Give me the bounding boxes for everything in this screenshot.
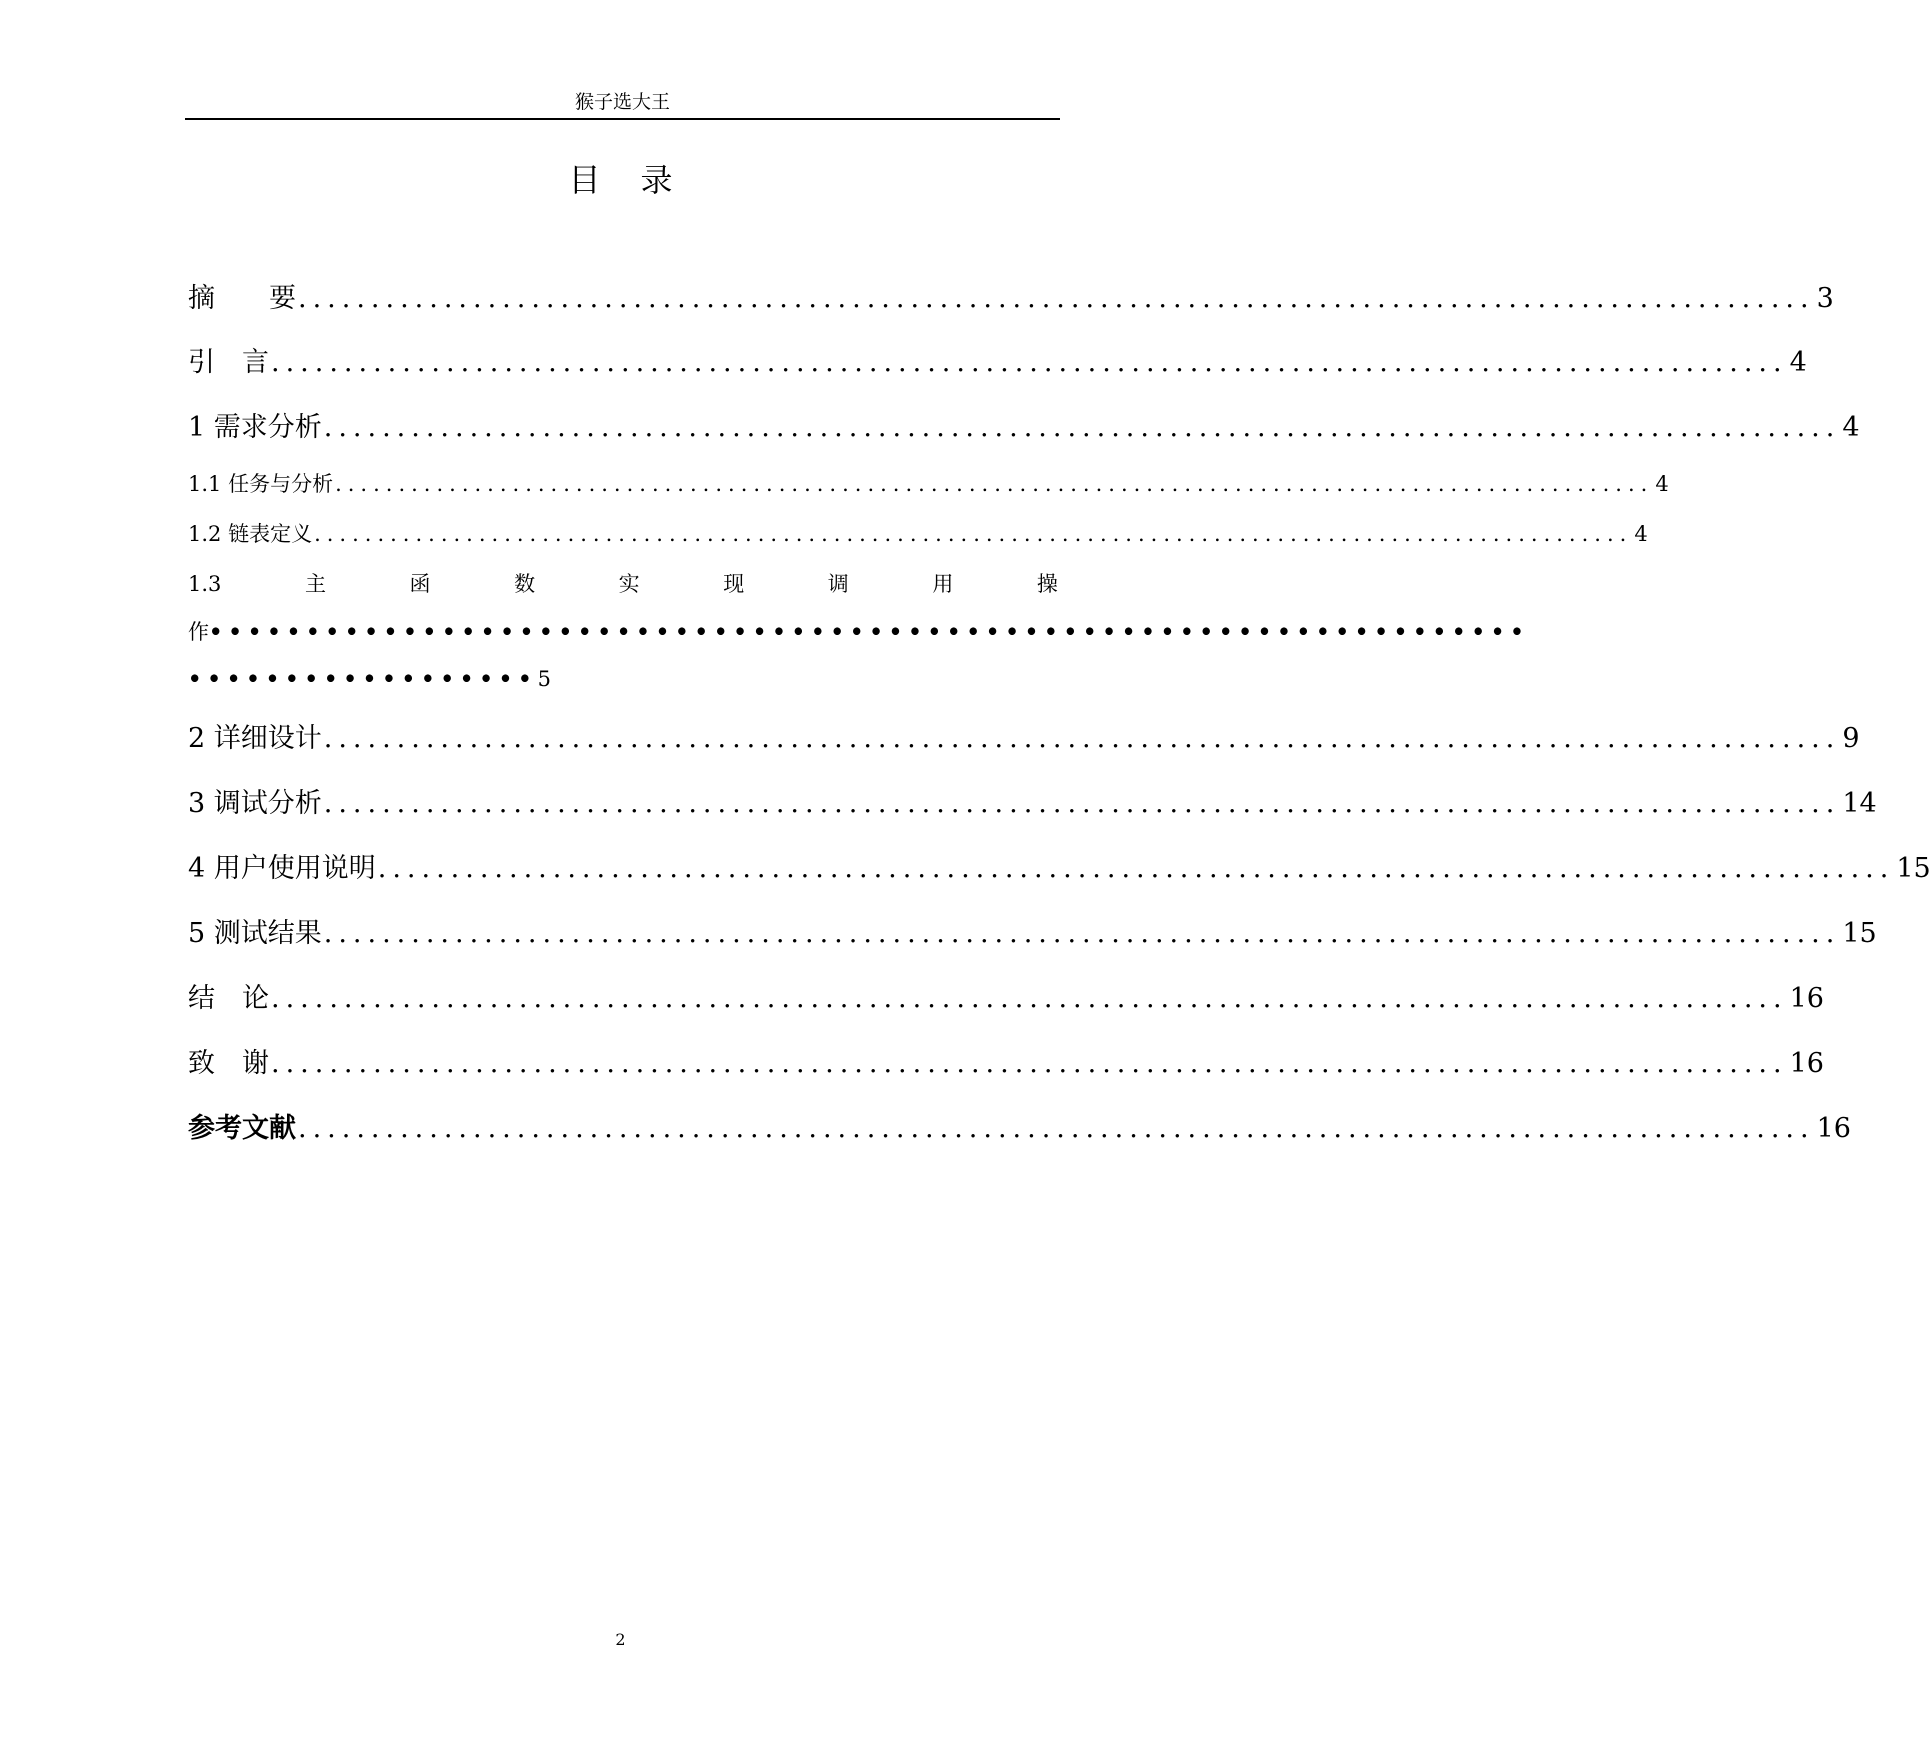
toc-leader-dots: ........................................................................................................ xyxy=(271,983,1788,1014)
toc-entry-detailed-design[interactable] xyxy=(188,722,1860,756)
toc-entry-requirements[interactable] xyxy=(188,411,1860,445)
toc-entry-page: 16 xyxy=(1789,983,1824,1014)
toc-entry-1-3-part: 主 xyxy=(304,572,326,596)
toc-entry-debug-analysis[interactable] xyxy=(188,787,1877,821)
toc-entry-1-3-part: 实 xyxy=(618,572,640,596)
toc-entry-page: 14 xyxy=(1842,788,1877,819)
toc-leader-dots: •••••••••••••••••••••••••••••••••••••••••••••••••••••••••••••••••••• xyxy=(209,619,1530,644)
toc-entry-1-3-part: 数 xyxy=(514,572,536,596)
toc-entry-1-2[interactable] xyxy=(188,520,1648,548)
toc-leader-dots: ........................................................................................................ xyxy=(323,412,1841,443)
toc-title-part2: 录 xyxy=(640,161,673,199)
toc-entry-label: 1 需求分析 xyxy=(188,412,322,443)
running-header: 猴子选大王 xyxy=(574,91,670,113)
toc-title xyxy=(0,160,1241,200)
toc-entry-page: 3 xyxy=(1816,283,1834,314)
toc-entry-1-3-part: 函 xyxy=(409,572,431,596)
toc-entry-label: 4 用户使用说明 xyxy=(188,853,376,884)
toc-leader-dots: ........................................................................................................ xyxy=(271,347,1788,378)
toc-entry-label: 摘 要 xyxy=(188,283,296,314)
toc-title-part1: 目 xyxy=(568,161,601,199)
toc-leader-dots: ........................................................................................................ xyxy=(314,522,1633,546)
toc-entry-1-3-line1[interactable] xyxy=(188,570,1058,598)
toc-entry-page: 15 xyxy=(1842,918,1877,949)
toc-leader-dots: ........................................................................................................ xyxy=(335,472,1654,496)
toc-entry-label: 1.1 任务与分析 xyxy=(188,472,334,496)
toc-entry-page: 16 xyxy=(1816,1113,1851,1144)
toc-entry-1-3-page: 5 xyxy=(537,667,551,691)
toc-entry-abstract[interactable] xyxy=(188,282,1834,316)
toc-entry-acknowledgements[interactable] xyxy=(188,1047,1824,1081)
toc-entry-conclusion[interactable] xyxy=(188,982,1824,1016)
toc-leader-dots: ........................................................................................................ xyxy=(377,853,1895,884)
toc-entry-label: 1.2 链表定义 xyxy=(188,522,313,546)
toc-leader-dots: ........................................................................................................ xyxy=(323,788,1841,819)
toc-entry-label: 2 详细设计 xyxy=(188,723,322,754)
toc-entry-page: 4 xyxy=(1789,347,1807,378)
toc-entry-1-3-part: 用 xyxy=(932,572,954,596)
toc-entry-1-3-part: 现 xyxy=(723,572,745,596)
toc-entry-user-guide[interactable] xyxy=(188,852,1931,886)
toc-leader-dots: ........................................................................................................ xyxy=(323,723,1841,754)
toc-entry-1-3-line2[interactable] xyxy=(188,618,1530,646)
toc-entry-introduction[interactable] xyxy=(188,346,1807,380)
toc-entry-label: 引 言 xyxy=(188,347,269,378)
toc-entry-page: 4 xyxy=(1655,472,1669,496)
toc-entry-page: 9 xyxy=(1842,723,1860,754)
toc-entry-1-3-line3[interactable] xyxy=(188,665,551,693)
toc-leader-dots: ........................................................................................................ xyxy=(271,1048,1788,1079)
toc-entry-page: 4 xyxy=(1842,412,1860,443)
toc-entry-label: 致 谢 xyxy=(188,1048,269,1079)
toc-leader-dots: ........................................................................................................ xyxy=(323,918,1841,949)
toc-entry-page: 15 xyxy=(1896,853,1931,884)
toc-entry-label: 结 论 xyxy=(188,983,269,1014)
toc-entry-page: 16 xyxy=(1789,1048,1824,1079)
page-number: 2 xyxy=(615,1630,626,1649)
toc-entry-label: 参考文献 xyxy=(188,1113,296,1144)
toc-leader-dots: ........................................................................................................ xyxy=(298,1113,1815,1144)
toc-leader-dots: ........................................................................................................ xyxy=(298,283,1815,314)
toc-entry-1-3-part: 1.3 xyxy=(188,572,222,596)
toc-entry-1-1[interactable] xyxy=(188,470,1669,498)
toc-entry-test-results[interactable] xyxy=(188,917,1877,951)
header-rule xyxy=(185,118,1060,120)
toc-entry-page: 4 xyxy=(1634,522,1648,546)
toc-entry-references[interactable] xyxy=(188,1112,1851,1146)
toc-entry-label: 5 测试结果 xyxy=(188,918,322,949)
toc-entry-1-3-part: 调 xyxy=(827,572,849,596)
toc-leader-dots: •••••••••••••••••• xyxy=(188,666,538,691)
toc-entry-label: 3 调试分析 xyxy=(188,788,322,819)
toc-entry-1-3-part: 操 xyxy=(1036,572,1058,596)
toc-entry-1-3-continuation: 作 xyxy=(188,620,209,644)
